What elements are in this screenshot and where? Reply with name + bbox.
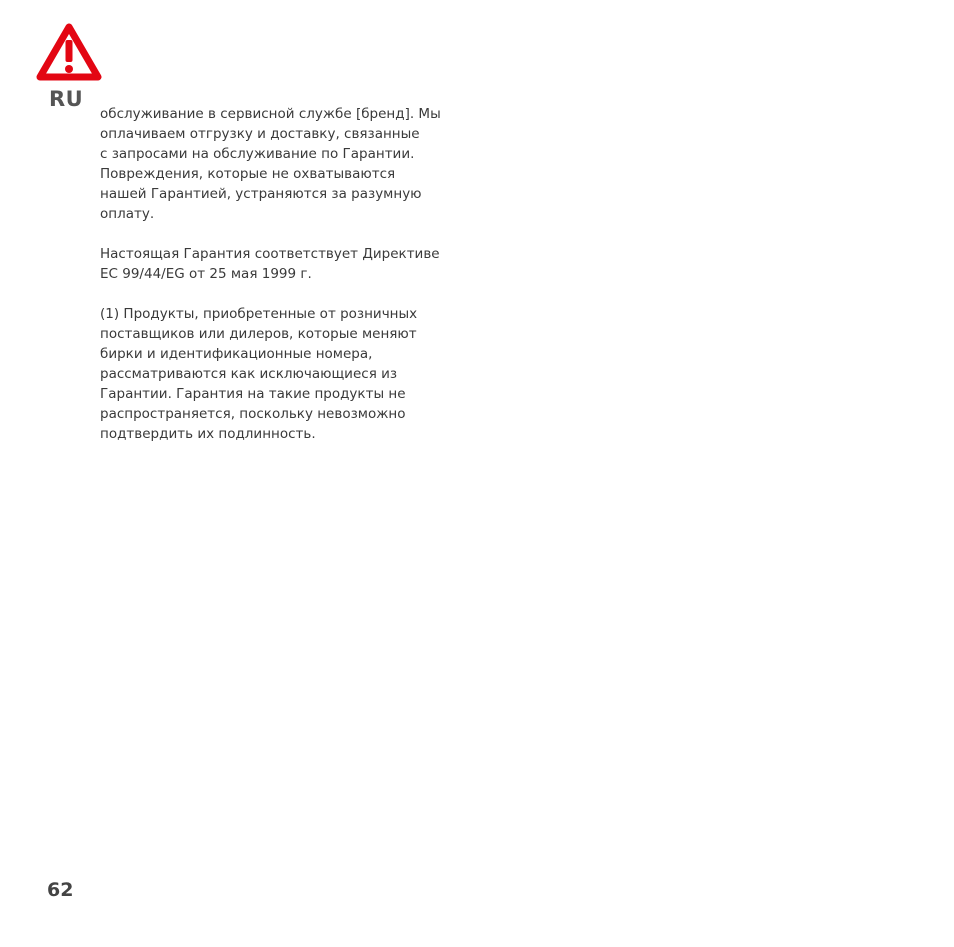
- text-line: обслуживание в сервисной службе [бренд]. Мы: [100, 106, 441, 122]
- warranty-text: [100, 104, 470, 464]
- text-line: бирки и идентификационные номера,: [100, 346, 373, 362]
- text-line: Гарантии. Гарантия на такие продукты не: [100, 386, 406, 402]
- paragraph-directive: [100, 244, 470, 284]
- text-line: EC 99/44/EG от 25 мая 1999 г.: [100, 266, 312, 282]
- text-line: Повреждения, которые не охватываются: [100, 166, 396, 182]
- text-line: с запросами на обслуживание по Гарантии.: [100, 146, 415, 162]
- paragraph-service: [100, 104, 470, 224]
- warning-triangle-icon: [36, 23, 102, 83]
- text-line: подтвердить их подлинность.: [100, 426, 316, 442]
- text-line: нашей Гарантией, устраняются за разумную: [100, 186, 422, 202]
- text-line: распространяется, поскольку невозможно: [100, 406, 406, 422]
- text-line: оплачиваем отгрузку и доставку, связанные: [100, 126, 420, 142]
- paragraph-footnote: [100, 304, 470, 444]
- text-line: Настоящая Гарантия соответствует Директиве: [100, 246, 440, 262]
- page-number: 62: [47, 879, 74, 901]
- text-line: оплату.: [100, 206, 155, 222]
- text-line: поставщиков или дилеров, которые меняют: [100, 326, 417, 342]
- text-line: рассматриваются как исключающиеся из: [100, 366, 398, 382]
- text-line: (1) Продукты, приобретенные от розничных: [100, 306, 418, 322]
- language-code: RU: [49, 87, 84, 111]
